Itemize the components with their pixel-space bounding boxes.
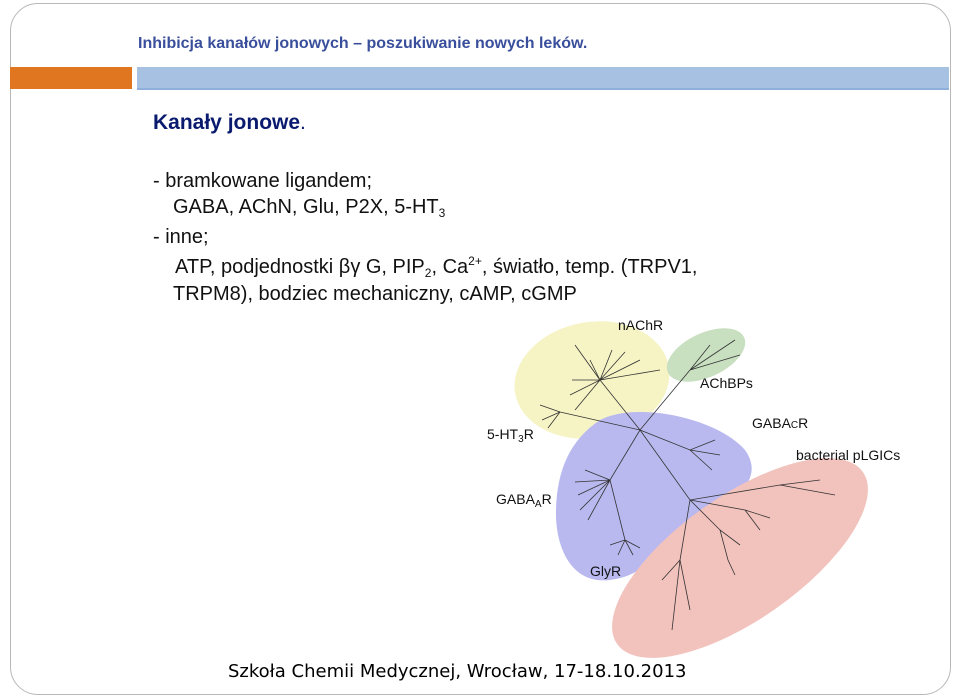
bullet-ligand-gated: - bramkowane ligandem; <box>153 170 372 192</box>
slide-title: Kanały jonowe. <box>153 111 306 134</box>
footer-text: Szkoła Chemii Medycznej, Wrocław, 17-18.10.2013 <box>228 661 687 682</box>
label-glyr: GlyR <box>590 563 622 579</box>
label-5ht3r: $5-HT_3R$ <box>487 426 534 445</box>
bullet-other: - inne; <box>153 226 209 248</box>
ligand-list: GABA, AChN, Glu, P2X, $5-HT_3$ <box>173 196 446 220</box>
other-list-line2: TRPM8), bodziec mechaniczny, cAMP, cGMP <box>173 283 577 305</box>
label-gabac: GABACR <box>752 415 809 431</box>
other-list-line1: ATP, podjednostki βγ G, $PIP_2$, $Ca^{2+}$, światło, temp. (TRPV1, <box>175 254 698 280</box>
header-title: Inhibicja kanałów jonowych – poszukiwanie nowych leków. <box>138 35 588 52</box>
label-gabaa: $GABA_AR$ <box>496 491 552 510</box>
label-bacterial: bacterial pLGICs <box>796 447 901 463</box>
label-nachr: nAChR <box>618 317 664 333</box>
label-achbps: AChBPs <box>700 375 753 391</box>
